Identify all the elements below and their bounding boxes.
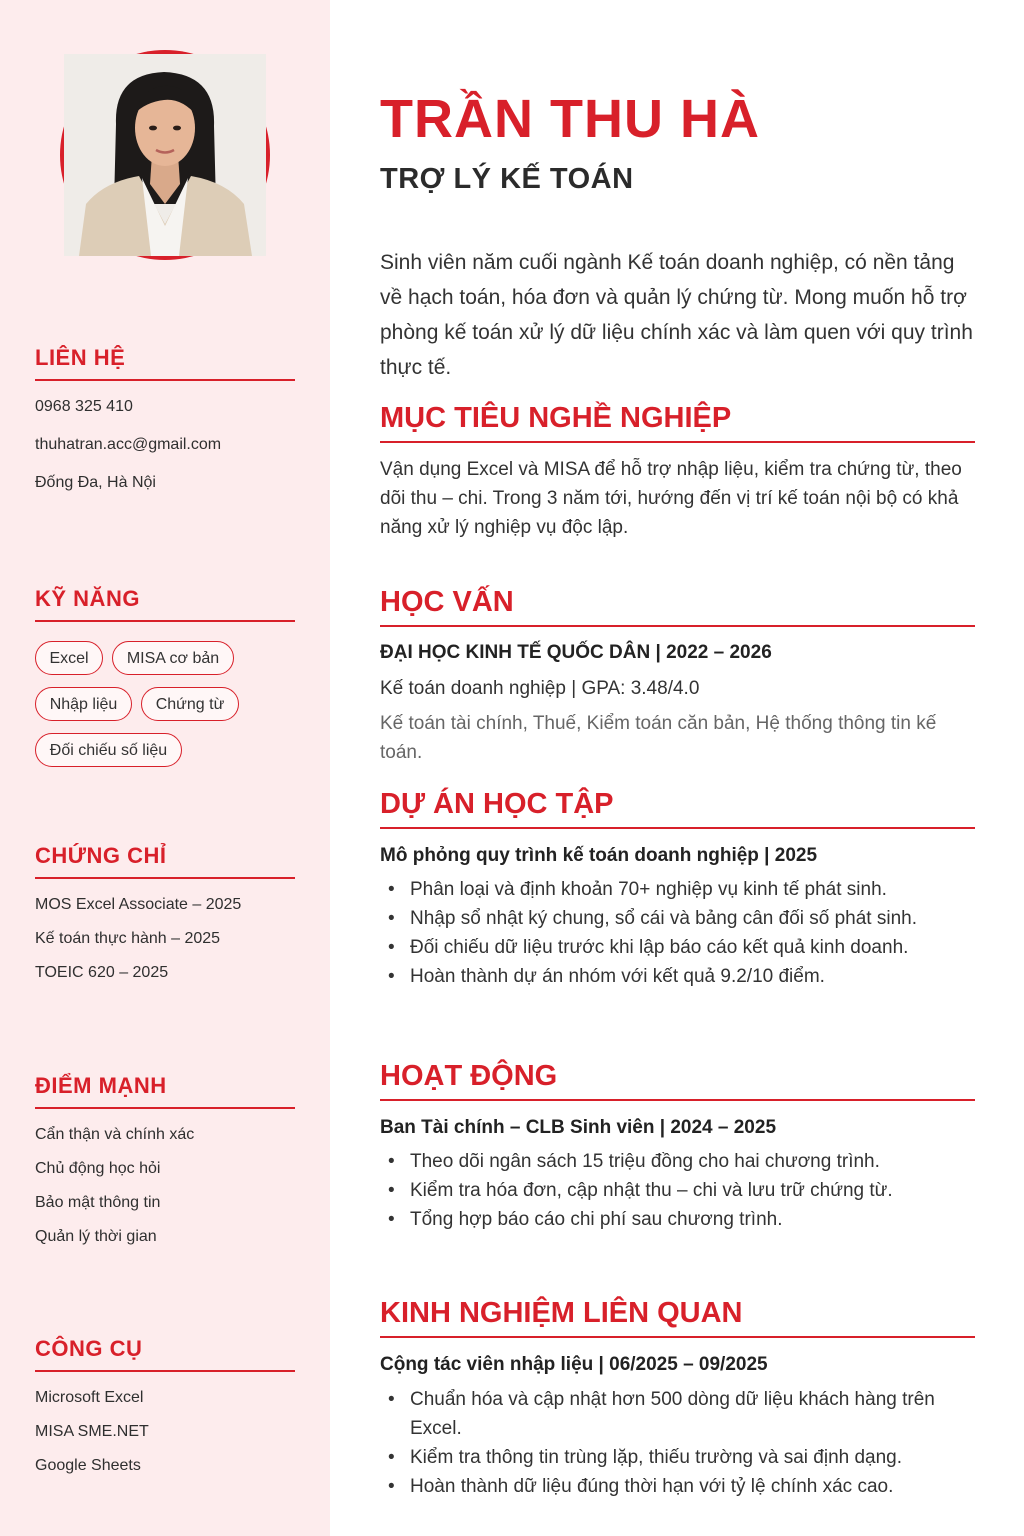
contact-phone: 0968 325 410	[35, 398, 133, 415]
activities-title: HOẠT ĐỘNG	[380, 1060, 975, 1101]
candidate-name: TRẦN THU HÀ	[380, 89, 760, 149]
education-courses: Kế toán tài chính, Thuế, Kiểm toán căn bản, Hệ thống thông tin kế toán.	[380, 713, 937, 763]
project-bullets	[380, 875, 975, 991]
profile-photo	[64, 54, 266, 256]
list-item: • Chuẩn hóa và cập nhật hơn 500 dòng dữ liệu khách hàng trên Excel.	[380, 1385, 975, 1443]
tools-title: CÔNG CỤ	[35, 1336, 295, 1372]
profile-summary: Sinh viên năm cuối ngành Kế toán doanh nghiệp, có nền tảng về hạch toán, hóa đơn và quản lý chứng từ. Mong muốn hỗ trợ phòng kế toán xử lý dữ liệu chính xác và làm quen với quy trình thực tế.	[380, 251, 973, 379]
candidate-role: TRỢ LÝ KẾ TOÁN	[380, 163, 634, 195]
skill-chip: Excel	[35, 641, 103, 675]
strengths-section	[35, 1073, 295, 1245]
sidebar	[0, 0, 330, 1536]
strength-item: Quản lý thời gian	[35, 1228, 157, 1245]
activity-bullets	[380, 1147, 975, 1234]
skills-title: KỸ NĂNG	[35, 586, 295, 622]
tools-section	[35, 1336, 295, 1474]
contact-address: Đống Đa, Hà Nội	[35, 474, 156, 491]
list-item: • Đối chiếu dữ liệu trước khi lập báo cáo kết quả kinh doanh.	[380, 933, 975, 962]
certificate-item: TOEIC 620 – 2025	[35, 964, 169, 981]
experience-bullets	[380, 1385, 975, 1501]
education-major: Kế toán doanh nghiệp | GPA: 3.48/4.0	[380, 678, 700, 699]
projects-title: DỰ ÁN HỌC TẬP	[380, 788, 975, 829]
strength-item: Chủ động học hỏi	[35, 1160, 161, 1177]
education-school: ĐẠI HỌC KINH TẾ QUỐC DÂN | 2022 – 2026	[380, 642, 772, 663]
skill-chip: Đối chiếu số liệu	[35, 733, 182, 767]
project-heading: Mô phỏng quy trình kế toán doanh nghiệp | 2025	[380, 845, 818, 866]
list-item: • Kiểm tra hóa đơn, cập nhật thu – chi và lưu trữ chứng từ.	[380, 1176, 975, 1205]
certificates-section	[35, 843, 295, 981]
list-item: • Tổng hợp báo cáo chi phí sau chương trình.	[380, 1205, 975, 1234]
skills-section	[35, 586, 295, 759]
list-item: • Nhập sổ nhật ký chung, sổ cái và bảng cân đối số phát sinh.	[380, 904, 975, 933]
education-title: HỌC VẤN	[380, 586, 975, 627]
tool-item: Google Sheets	[35, 1457, 141, 1474]
list-item: • Phân loại và định khoản 70+ nghiệp vụ kinh tế phát sinh.	[380, 875, 975, 904]
tool-item: MISA SME.NET	[35, 1423, 149, 1440]
list-item: • Kiểm tra thông tin trùng lặp, thiếu trường và sai định dạng.	[380, 1443, 975, 1472]
certificate-item: MOS Excel Associate – 2025	[35, 896, 242, 913]
strengths-title: ĐIỂM MẠNH	[35, 1073, 295, 1109]
activity-heading: Ban Tài chính – CLB Sinh viên | 2024 – 2025	[380, 1117, 777, 1138]
profile-photo-frame	[60, 50, 270, 260]
contact-email: thuhatran.acc@gmail.com	[35, 436, 222, 453]
contact-section	[35, 345, 295, 491]
certificates-title: CHỨNG CHỈ	[35, 843, 295, 879]
skill-chip: Nhập liệu	[35, 687, 132, 721]
experience-heading: Cộng tác viên nhập liệu | 06/2025 – 09/2025	[380, 1354, 768, 1375]
strength-item: Cẩn thận và chính xác	[35, 1126, 195, 1143]
tool-item: Microsoft Excel	[35, 1389, 144, 1406]
strength-item: Bảo mật thông tin	[35, 1194, 161, 1211]
contact-title: LIÊN HỆ	[35, 345, 295, 381]
portrait-image	[64, 54, 266, 256]
experience-title: KINH NGHIỆM LIÊN QUAN	[380, 1297, 975, 1338]
skill-chip: MISA cơ bản	[112, 641, 234, 675]
list-item: • Theo dõi ngân sách 15 triệu đồng cho hai chương trình.	[380, 1147, 975, 1176]
objective-title: MỤC TIÊU NGHỀ NGHIỆP	[380, 402, 975, 443]
certificate-item: Kế toán thực hành – 2025	[35, 930, 221, 947]
objective-text: Vận dụng Excel và MISA để hỗ trợ nhập liệu, kiểm tra chứng từ, theo dõi thu – chi. Trong 3 năm tới, hướng đến vị trí kế toán nội bộ có khả năng xử lý nghiệp vụ độc lập.	[380, 459, 962, 538]
skill-chip: Chứng từ	[141, 687, 239, 721]
list-item: • Hoàn thành dự án nhóm với kết quả 9.2/10 điểm.	[380, 962, 975, 991]
list-item: • Hoàn thành dữ liệu đúng thời hạn với tỷ lệ chính xác cao.	[380, 1472, 975, 1501]
